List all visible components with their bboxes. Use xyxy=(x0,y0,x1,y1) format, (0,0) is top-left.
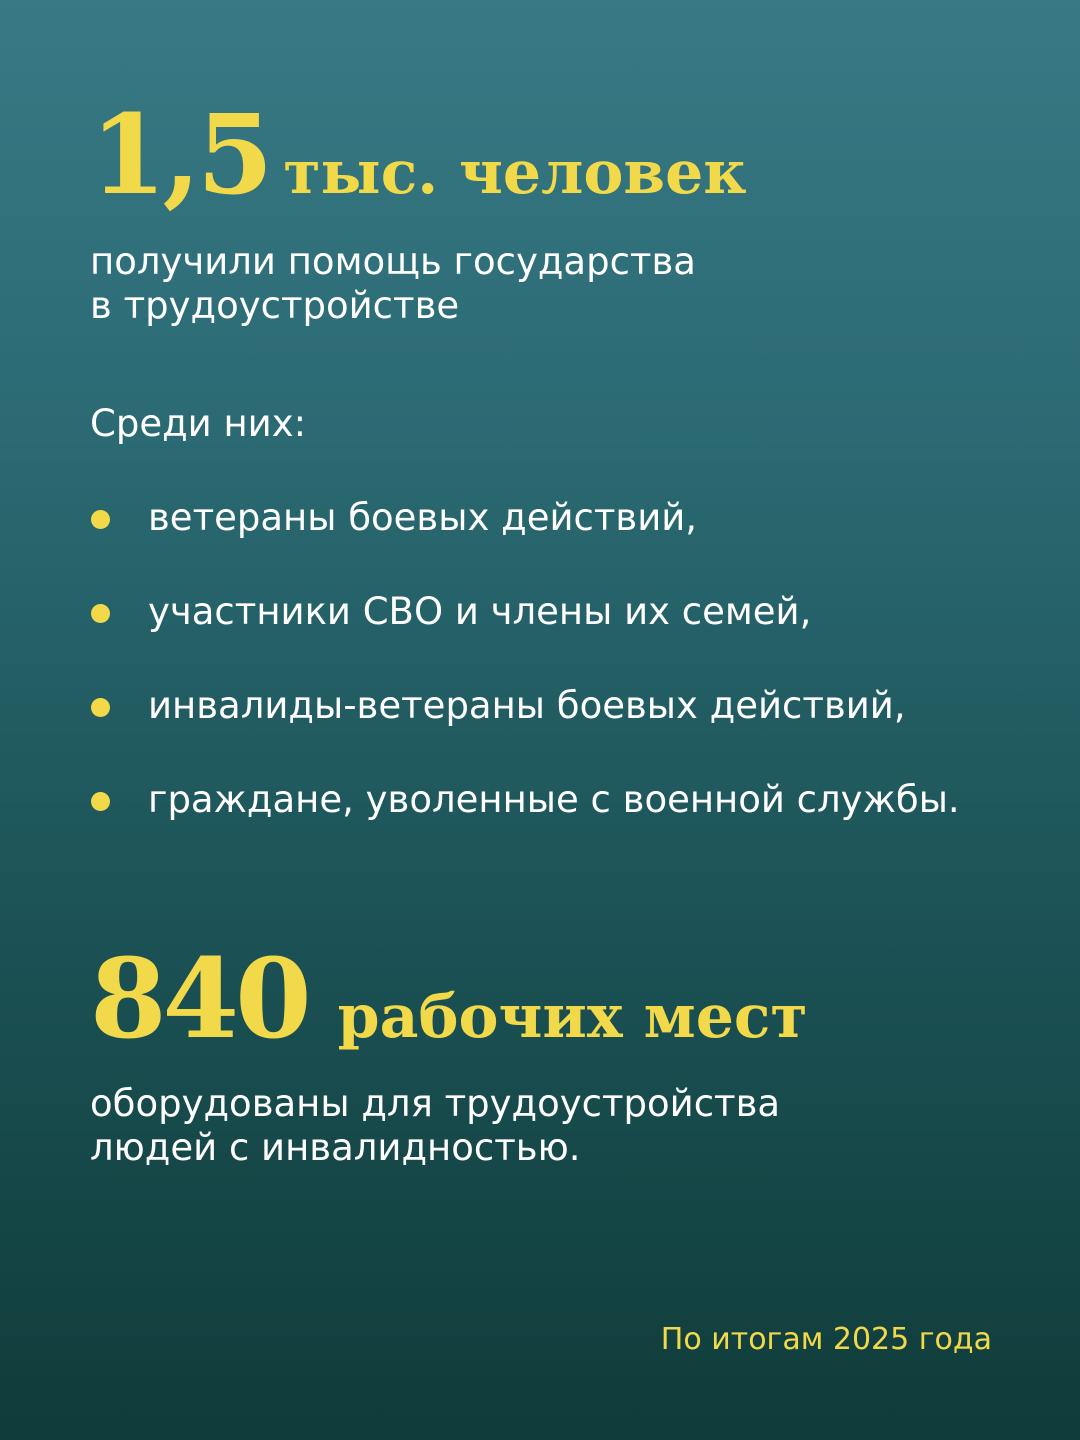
stat-workplaces-unit: рабочих мест xyxy=(337,982,808,1052)
bullet-dot-icon xyxy=(91,510,110,529)
stat-workplaces-description xyxy=(90,1082,780,1170)
description-line: получили помощь государства xyxy=(90,240,696,283)
description-line: людей с инвалидностью. xyxy=(90,1126,581,1169)
stat-workplaces-headline xyxy=(90,934,808,1063)
footer-note: По итогам 2025 года xyxy=(660,1322,992,1357)
stat-people-number: 1,5 xyxy=(90,90,270,219)
list-item-text: граждане, уволенные с военной службы. xyxy=(148,778,960,821)
stat-people-headline xyxy=(90,90,747,219)
list-item xyxy=(90,684,960,778)
bullet-dot-icon xyxy=(91,792,110,811)
among-heading: Среди них: xyxy=(90,402,307,445)
list-item-text: ветераны боевых действий, xyxy=(148,496,698,539)
list-item xyxy=(90,496,960,590)
bullet-dot-icon xyxy=(91,698,110,717)
among-list xyxy=(90,496,960,872)
list-item-text: участники СВО и члены их семей, xyxy=(148,590,812,633)
description-line: в трудоустройстве xyxy=(90,284,460,327)
stat-people-unit: тыс. человек xyxy=(283,138,747,208)
list-item xyxy=(90,778,960,872)
stat-workplaces-number: 840 xyxy=(90,934,308,1063)
bullet-dot-icon xyxy=(91,604,110,623)
list-item xyxy=(90,590,960,684)
stat-people-description xyxy=(90,240,696,328)
description-line: оборудованы для трудоустройства xyxy=(90,1082,781,1125)
list-item-text: инвалиды-ветераны боевых действий, xyxy=(148,684,906,727)
